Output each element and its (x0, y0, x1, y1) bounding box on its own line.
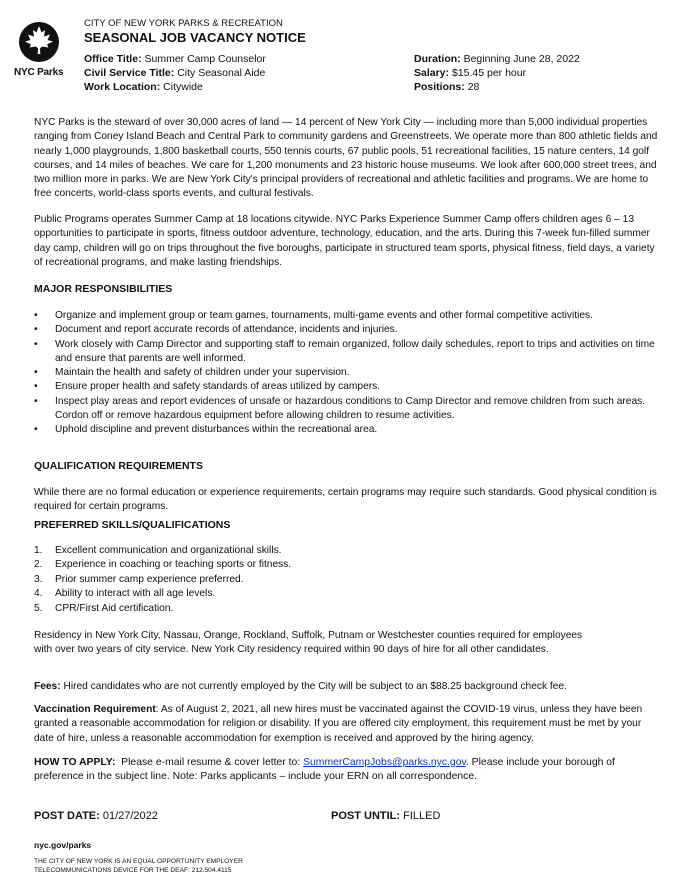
qualification-requirements-text: While there are no formal education or experience requirements, certain programs may require such standards. Good physical condition is required for certain programs. (34, 487, 657, 513)
duration-label: Duration: (414, 53, 461, 65)
salary-row (414, 66, 580, 80)
salary-value: $15.45 per hour (451, 67, 527, 79)
list-number: 2. (34, 559, 43, 571)
bullet: • (34, 395, 38, 407)
office-title-label: Office Title: (84, 53, 142, 65)
post-until-value: FILLED (400, 810, 441, 822)
work-location-label: Work Location: (84, 81, 161, 93)
list-item (34, 395, 660, 424)
office-title-value: Summer Camp Counselor (144, 53, 266, 65)
website-url: nyc.gov/parks (34, 840, 92, 850)
civil-service-label: Civil Service Title: (84, 67, 175, 79)
agency-name: CITY OF NEW YORK PARKS & RECREATION (84, 18, 283, 29)
intro-paragraph-2: Public Programs operates Summer Camp at 18 locations citywide. NYC Parks Experience Summer Camp offers children ages 6 – 13 opportunities to participate in sports, fitness outdoor adventure, technology, education, and the arts. During this 7-week fun-filled summer day camp, children will go on trips throughout the five boroughs, participate in structured team sports, physical fitness, field days, a variety of recreational programs, and make lasting friendships. (34, 214, 655, 268)
how-to-apply-instructions: . Please include your borough of preference in the subject line. Note: Parks applicants – include your ERN on all correspondence. (34, 757, 615, 783)
list-number: 1. (34, 545, 43, 556)
list-item-text: Document and report accurate records of attendance, incidents and injuries. (55, 324, 398, 336)
list-item (34, 338, 660, 367)
intro-paragraph-1: NYC Parks is the steward of over 30,000 acres of land — 14 percent of New York City — including more than 5,000 individual properties ranging from Coney Island Beach and Central Park to community gardens and Greenstreets. We operate more than 800 athletic fields and nearly 1,000 playgrounds, 1,800 basketball courts, 550 tennis courts, 67 public pools, 51 recreational facilities, 15 nature centers, 14 golf courses, and 14 miles of beaches. We care for 1,200 monuments and 23 historic house museums. We look after 600,000 street trees, and two million more in parks. We are New York City's principal providers of recreational and athletic facilities and programs. We are home to free concerts, world-class sports events, and cultural festivals. (34, 117, 658, 200)
list-item (34, 602, 291, 616)
notice-title: SEASONAL JOB VACANCY NOTICE (84, 30, 306, 45)
post-until-label: POST UNTIL: (331, 810, 401, 822)
list-item-text: Inspect play areas and report evidences of unsafe or hazardous conditions to Camp Director and remove children from such areas. Cordon off or remove hazardous equipment before allowing children to resume activities. (55, 395, 646, 422)
vaccination-text: : As of August 2, 2021, all new hires must be vaccinated against the COVID-19 virus, unless they have been granted a reasonable accommodation for religion or disability. If you are offered city employment, this requirement must be met by your date of hire, unless a reasonable accommodation for exemption is received and approved by the hiring agency. (34, 704, 643, 744)
how-to-apply-label: HOW TO APPLY: (34, 757, 116, 768)
fees-paragraph (34, 680, 660, 694)
responsibilities-list (34, 309, 660, 438)
job-details-left (84, 52, 266, 94)
fees-text: Hired candidates who are not currently employed by the City will be subject to an $88.25 background check fee. (60, 681, 567, 692)
eeo-statement (34, 858, 243, 875)
positions-row (414, 80, 580, 94)
office-title-row (84, 52, 266, 66)
list-number: 5. (34, 602, 43, 614)
positions-label: Positions: (414, 81, 465, 93)
post-date (34, 810, 158, 822)
list-number: 4. (34, 588, 43, 600)
list-item-text: Excellent communication and organizational skills. (55, 545, 282, 556)
vaccination-paragraph (34, 703, 660, 746)
list-item-text: Maintain the health and safety of children under your supervision. (55, 367, 350, 379)
civil-service-value: City Seasonal Aide (177, 67, 266, 79)
list-item (34, 558, 291, 572)
list-item (34, 587, 291, 601)
preferred-skills-heading: PREFERRED SKILLS/QUALIFICATIONS (34, 519, 231, 531)
list-item (34, 544, 291, 558)
list-item-text: Prior summer camp experience preferred. (55, 573, 244, 585)
nyc-parks-maple-leaf-logo-icon (10, 20, 68, 64)
how-to-apply-paragraph (34, 756, 660, 785)
list-number: 3. (34, 573, 43, 585)
list-item (34, 366, 660, 380)
list-item-text: Ensure proper health and safety standards of areas utilized by campers. (55, 381, 381, 393)
work-location-value: Citywide (163, 81, 203, 93)
bullet: • (34, 324, 38, 336)
bullet: • (34, 367, 38, 379)
list-item (34, 423, 660, 437)
list-item-text: Organize and implement group or team games, tournaments, multi-game events and other formal competitive activities. (55, 310, 593, 321)
application-email-link[interactable]: SummerCampJobs@parks.nyc.gov (303, 757, 466, 768)
list-item-text: Experience in coaching or teaching sports or fitness. (55, 559, 292, 571)
vaccination-label: Vaccination Requirement (34, 704, 156, 715)
eeo-line-2: TELECOMMUNICATIONS DEVICE FOR THE DEAF: 212.504.4115 (34, 866, 232, 874)
list-item (34, 380, 660, 394)
logo-text: NYC Parks (14, 67, 64, 78)
duration-value: Beginning June 28, 2022 (463, 53, 580, 65)
post-date-value: 01/27/2022 (99, 810, 158, 822)
list-item-text: Work closely with Camp Director and supporting staff to remain organized, follow daily schedules, report to trips and activities on time and ensure that parents are well informed. (55, 338, 655, 364)
post-date-label: POST DATE: (34, 810, 100, 822)
preferred-skills-list (34, 544, 291, 616)
list-item (34, 309, 660, 323)
fees-label: Fees: (34, 681, 61, 692)
work-location-row (84, 80, 266, 94)
civil-service-title-row (84, 66, 266, 80)
list-item-text: Uphold discipline and prevent disturbances within the recreational area. (55, 424, 378, 436)
residency-requirement: Residency in New York City, Nassau, Orange, Rockland, Suffolk, Putnam or Westchester counties required for employees with over two years of city service. New York City residency required within 90 days of hire for all other candidates. (34, 630, 583, 656)
list-item-text: CPR/First Aid certification. (55, 602, 174, 614)
duration-row (414, 52, 580, 66)
job-details-right (414, 52, 580, 94)
bullet: • (34, 338, 38, 350)
salary-label: Salary: (414, 67, 450, 79)
list-item (34, 323, 660, 337)
positions-value: 28 (467, 81, 480, 93)
bullet: • (34, 381, 38, 393)
post-until (331, 810, 440, 822)
qualification-requirements-heading: QUALIFICATION REQUIREMENTS (34, 460, 203, 472)
list-item (34, 573, 291, 587)
how-to-apply-text: Please e-mail resume & cover letter to: (115, 757, 304, 768)
bullet: • (34, 424, 38, 436)
eeo-line-1: THE CITY OF NEW YORK IS AN EQUAL OPPORTUNITY EMPLOYER (34, 858, 243, 865)
bullet: • (34, 310, 38, 321)
list-item-text: Ability to interact with all age levels. (55, 588, 216, 600)
major-responsibilities-heading: MAJOR RESPONSIBILITIES (34, 283, 173, 295)
